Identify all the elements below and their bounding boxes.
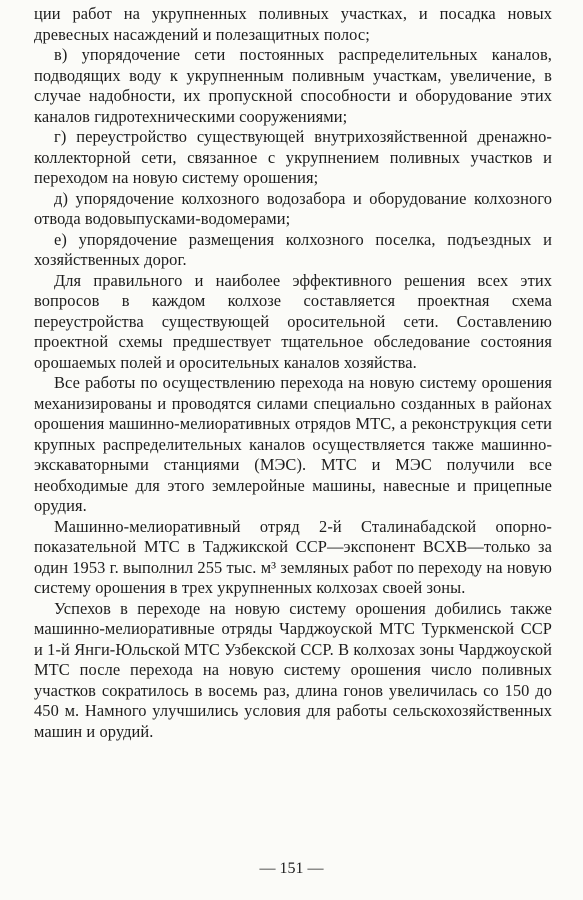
paragraph-project-scheme: Для правильного и наиболее эффективного решения всех этих вопросов в каждом колхозе составляется проектная схема переустройства существующей оросительной сети. Составлению проектной схемы предшествует тщательное обследование состояния орошаемых полей и оросительных каналов хозяйства.: [34, 270, 552, 372]
page-number: — 151 —: [259, 860, 324, 877]
paragraph-mechanization: Все работы по осуществлению перехода на новую систему орошения механизированы и проводятся силами специально созданных в районах орошения машинно-мелиоративных отрядов МТС, а реконструкция сети крупных распределительных каналов осуществляется также машинно-экскаваторными станциями (МЭС). МТС и МЭС получили все необходимые для этого землеройные машины, навесные и прицепные орудия.: [34, 373, 552, 515]
list-item-g: г) переустройство существующей внутрихозяйственной дренажно-коллекторной сети, связанное с укрупнением поливных участков и переходом на новую систему орошения;: [34, 127, 552, 187]
list-item-e: е) упорядочение размещения колхозного поселка, подъездных и хозяйственных дорог.: [34, 229, 552, 269]
list-item-v: в) упорядочение сети постоянных распределительных каналов, подводящих воду к укрупненным поливным участкам, увеличение, в случае надобности, их пропускной способности и оборудование этих каналов гидротехническими сооружениями;: [34, 45, 552, 126]
paragraph-continued: ции работ на укрупненных поливных участках, и посадка новых древесных насаждений и полезащитных полос;: [34, 4, 552, 44]
list-item-d: д) упорядочение колхозного водозабора и оборудование колхозного отвода водовыпусками-водомерами;: [34, 188, 552, 228]
paragraph-stalinabad: Машинно-мелиоративный отряд 2-й Сталинабадской опорно-показательной МТС в Таджикской ССР—экспонент ВСХВ—только за один 1953 г. выполнил 255 тыс. м³ земляных работ по переходу на новую систему орошения в трех укрупненных колхозах своей зоны.: [34, 516, 552, 597]
body-text: [34, 4, 552, 742]
paragraph-successes: Успехов в переходе на новую систему орошения добились также машинно-мелиоративные отряды Чарджоуской МТС Туркменской ССР и 1-й Янги-Юльской МТС Узбекской ССР. В колхозах зоны Чарджоуской МТС после перехода на новую систему орошения число поливных участков сократилось в восемь раз, длина гонов увеличилась со 150 до 450 м. Намного улучшились условия для работы сельскохозяйственных машин и орудий.: [34, 598, 552, 741]
